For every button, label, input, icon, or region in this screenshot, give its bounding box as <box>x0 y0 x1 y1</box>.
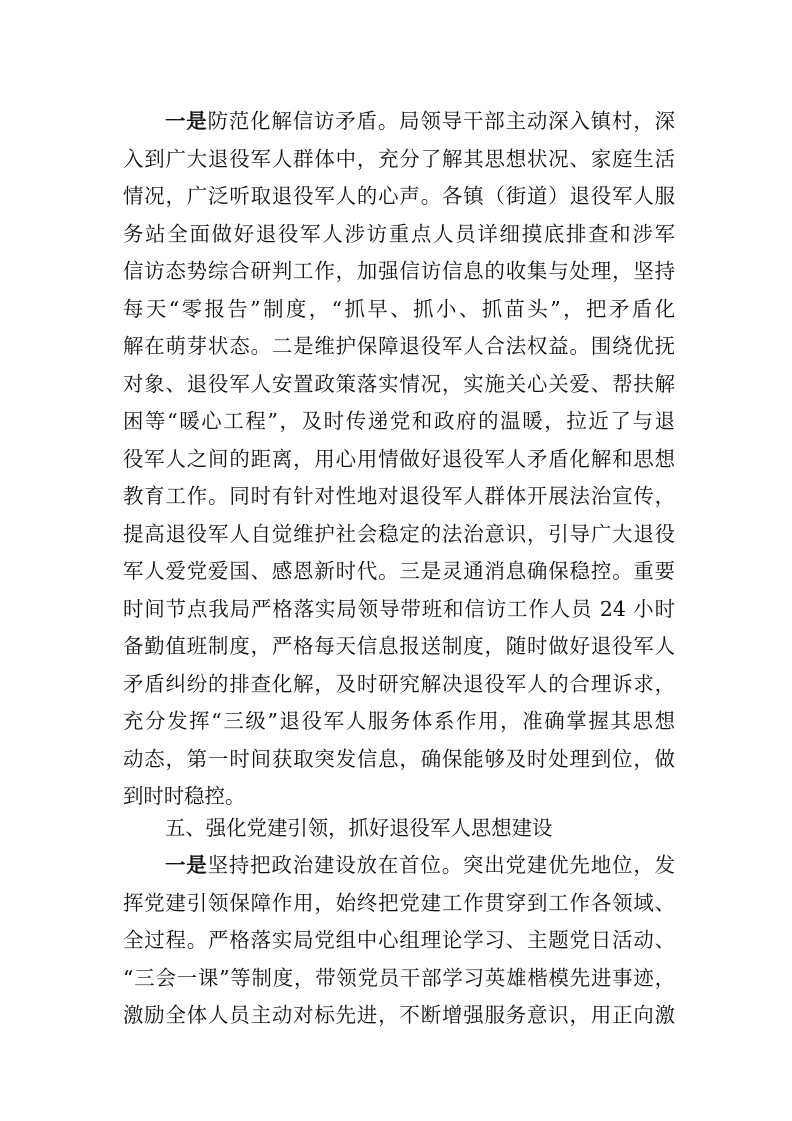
text-line <box>165 850 675 880</box>
line-text: 信访态势综合研判工作，加强信访信息的收集与处理，坚持 <box>123 259 675 283</box>
line-text: 教育工作。同时有针对性地对退役军人群体开展法治宣传， <box>123 484 675 508</box>
emphasis-lead: 一是 <box>165 109 208 133</box>
text-line <box>123 481 675 511</box>
text-line <box>123 294 675 324</box>
line-text: 每天“零报告”制度，“抓早、抓小、抓苗头”，把矛盾化 <box>123 296 675 321</box>
text-line <box>123 744 675 774</box>
line-text: 激励全体人员主动对标先进，不断增强服务意识，用正向激 <box>123 1003 675 1027</box>
text-line <box>123 444 675 474</box>
line-text: 挥党建引领保障作用，始终把党建工作贯穿到工作各领域、 <box>123 890 675 915</box>
text-line <box>123 219 675 249</box>
line-text: 动态，第一时间获取突发信息，确保能够及时处理到位，做 <box>123 746 675 771</box>
line-text: 矛盾纠纷的排查化解，及时研究解决退役军人的合理诉求， <box>123 671 675 696</box>
line-text: 坚持把政治建设放在首位。突出党建优先地位，发 <box>207 853 676 877</box>
section-heading-five: 五、强化党建引领，抓好退役军人思想建设 <box>165 816 553 840</box>
text-line <box>123 706 675 736</box>
line-text: 备勤值班制度，严格每天信息报送制度，随时做好退役军人 <box>123 634 675 658</box>
line-text: 对象、退役军人安置政策落实情况，实施关心关爱、帮扶解 <box>123 371 675 396</box>
text-line <box>123 181 675 211</box>
line-text: 充分发挥“三级”退役军人服务体系作用，准确掌握其思想 <box>123 709 675 733</box>
text-line <box>123 406 675 436</box>
line-text: “三会一课”等制度，带领党员干部学习英雄楷模先进事迹， <box>123 965 675 990</box>
line-text: 军人爱党爱国、感恩新时代。三是灵通消息确保稳控。重要 <box>123 559 675 583</box>
line-text: 情况，广泛听取退役军人的心声。各镇（街道）退役军人服 <box>123 184 675 208</box>
text-line <box>123 888 675 918</box>
line-text: 务站全面做好退役军人涉访重点人员详细摸底排查和涉军 <box>123 221 675 246</box>
text-line <box>123 963 675 993</box>
line-text: 到时时稳控。 <box>123 784 246 808</box>
text-line <box>123 1000 675 1030</box>
text-line <box>123 256 675 286</box>
text-line <box>123 519 675 549</box>
text-line <box>165 106 675 136</box>
line-text: 时间节点我局严格落实局领导带班和信访工作人员 24 小时 <box>123 596 675 621</box>
emphasis-lead: 一是 <box>165 853 208 877</box>
line-text: 解在萌芽状态。二是维护保障退役军人合法权益。围绕优抚 <box>123 334 675 358</box>
line-text: 提高退役军人自觉维护社会稳定的法治意识，引导广大退役 <box>123 521 675 546</box>
text-line <box>123 631 675 661</box>
text-line <box>123 669 675 699</box>
text-line <box>123 594 675 624</box>
text-line <box>123 925 675 955</box>
text-line <box>123 369 675 399</box>
line-text: 困等“暖心工程”，及时传递党和政府的温暖，拉近了与退 <box>123 409 675 433</box>
text-line <box>123 144 675 174</box>
line-text: 役军人之间的距离，用心用情做好退役军人矛盾化解和思想 <box>123 446 675 471</box>
text-line <box>123 331 675 361</box>
line-text: 入到广大退役军人群体中，充分了解其思想状况、家庭生活 <box>123 146 675 171</box>
text-line <box>123 556 675 586</box>
text-line <box>123 781 675 811</box>
line-text: 全过程。严格落实局党组中心组理论学习、主题党日活动、 <box>123 928 675 952</box>
line-text: 防范化解信访矛盾。局领导干部主动深入镇村，深 <box>207 109 676 133</box>
